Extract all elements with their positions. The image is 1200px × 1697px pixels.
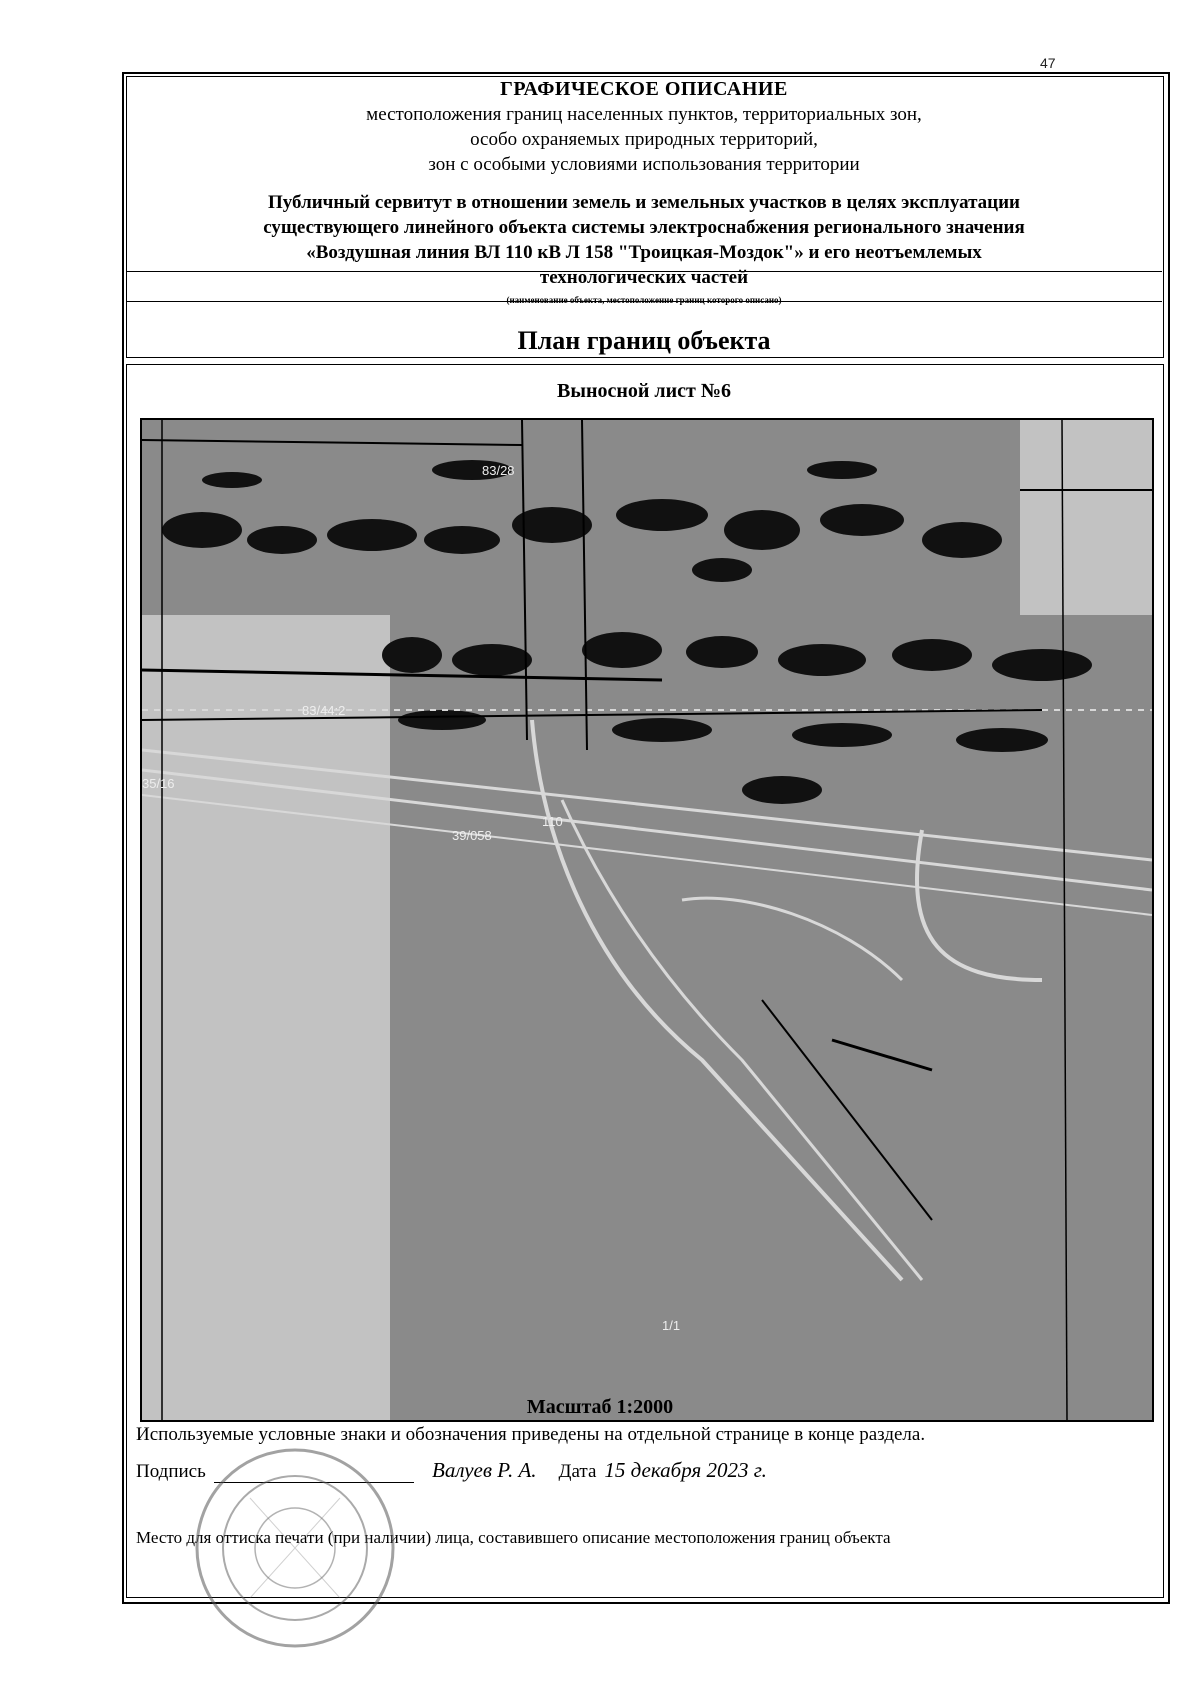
signature-line [214,1464,414,1483]
parcel-zone-topright [1020,420,1152,615]
sheet-title: Выносной лист №6 [557,380,731,402]
page-number: 47 [1040,55,1056,71]
object-caption: (наименование объекта, местоположение границ которого описано) [506,295,782,305]
signature-label: Подпись [136,1461,206,1482]
parcel-label-c: 39/058 [452,828,492,843]
object-line-3: «Воздушная линия ВЛ 110 кВ Л 158 "Троицкая-Моздок"» и его неотъемлемых [306,242,982,263]
document-title: ГРАФИЧЕСКОЕ ОПИСАНИЕ [500,78,788,100]
signer-name: Валуев Р. А. [432,1458,537,1482]
date-label: Дата [558,1461,597,1482]
stamp-note: Место для оттиска печати (при наличии) лица, составившего описание местоположения границ объекта [136,1528,891,1547]
parcel-label-d: 83/28 [482,463,515,478]
signature-row [136,1458,767,1483]
parcel-zone-left [142,615,390,1420]
date-value: 15 декабря 2023 г. [604,1458,767,1482]
parcel-label-f: 1/1 [662,1318,681,1333]
object-line-4: технологических частей [539,267,749,288]
subtitle-line-3: зон с особыми условиями использования территории [428,154,860,175]
vegetation-middle [382,632,1092,804]
subtitle-line-1: местоположения границ населенных пунктов, территориальных зон, [366,104,922,125]
map-scale: Масштаб 1:2000 [526,1396,674,1418]
parcel-label-e: 110 [542,814,563,829]
object-line-1: Публичный сервитут в отношении земель и земельных участков в целях эксплуатации [268,192,1020,213]
legend-note: Используемые условные знаки и обозначения приведены на отдельной странице в конце раздела. [136,1424,926,1445]
map-graphic [142,420,1152,1420]
subtitle-line-2: особо охраняемых природных территорий, [470,129,818,150]
parcel-label-a: 83/44:2 [302,703,346,718]
parcel-label-b: 35/16 [142,776,175,791]
object-line-2: существующего линейного объекта системы электроснабжения регионального значения [263,217,1025,238]
plan-title: План границ объекта [517,326,771,355]
boundary-map [140,418,1154,1422]
